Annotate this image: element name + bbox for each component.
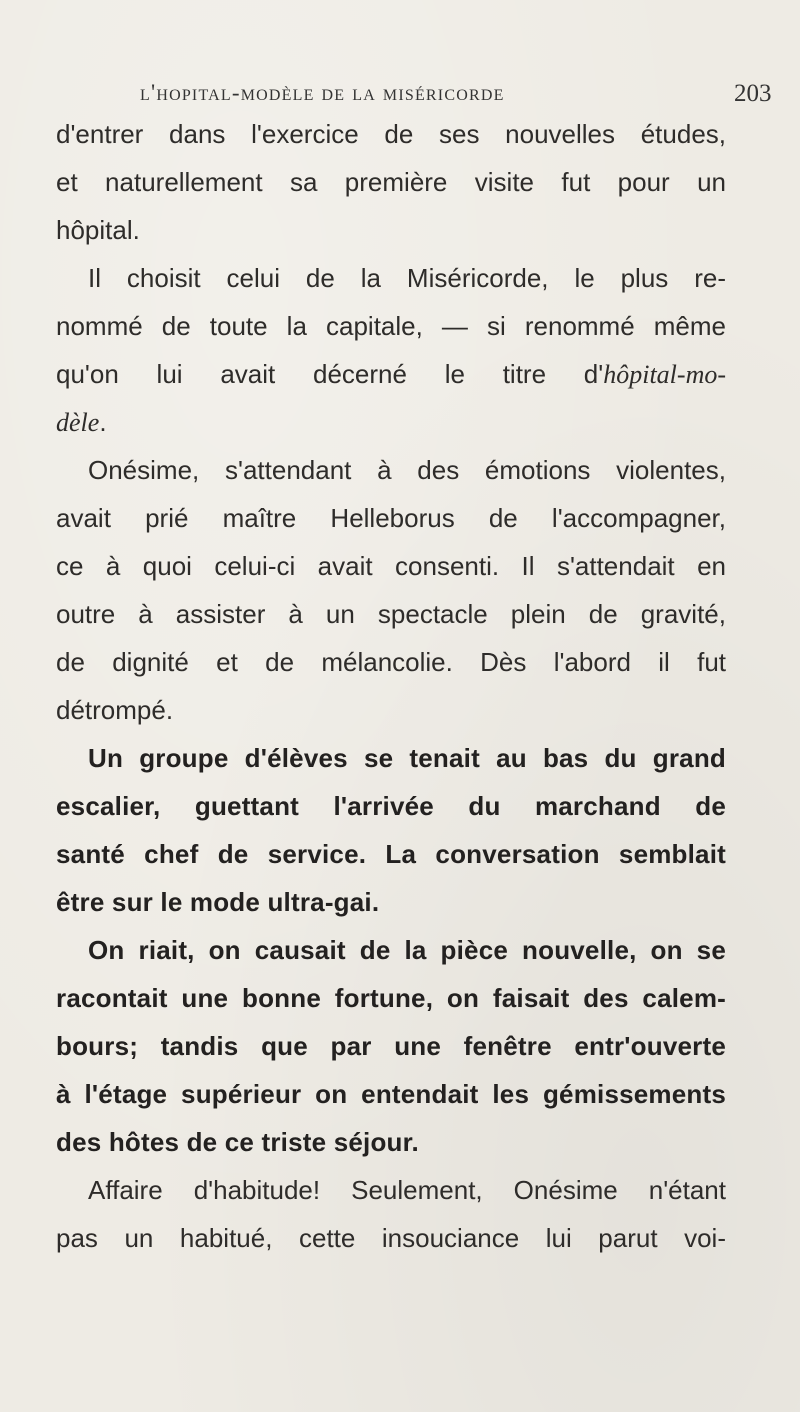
text-line: hôpital. xyxy=(56,215,140,245)
text-line: outre à assister à un spectacle plein de gravité, xyxy=(56,599,726,629)
text-line: avait prié maître Helleborus de l'accompagner, xyxy=(56,503,726,533)
text-line: de dignité et de mélancolie. Dès l'abord il fut xyxy=(56,647,726,677)
text-line: Affaire d'habitude! Seulement, Onésime n'étant xyxy=(88,1175,726,1205)
text-line: pas un habitué, cette insouciance lui parut voi- xyxy=(56,1223,726,1253)
text-line: racontait une bonne fortune, on faisait des calem- xyxy=(56,983,726,1013)
text-line: Il choisit celui de la Miséricorde, le plus re- xyxy=(88,263,726,293)
italic-title: hôpital-mo- xyxy=(603,360,726,389)
text-line: santé chef de service. La conversation semblait xyxy=(56,839,726,869)
text-line: Un groupe d'élèves se tenait au bas du grand xyxy=(88,743,726,773)
italic-title: dèle xyxy=(56,408,100,437)
text-span: qu'on lui avait décerné le titre d' xyxy=(56,359,604,389)
text-line: et naturellement sa première visite fut pour un xyxy=(56,167,726,197)
page-number: 203 xyxy=(734,80,772,107)
text-line: escalier, guettant l'arrivée du marchand de xyxy=(56,791,726,821)
text-line: détrompé. xyxy=(56,695,174,725)
text-line: Onésime, s'attendant à des émotions violentes, xyxy=(88,455,726,485)
text-line: ce à quoi celui-ci avait consenti. Il s'attendait en xyxy=(56,551,726,581)
running-title: l'hopital-modèle de la miséricorde xyxy=(140,80,505,105)
text-line xyxy=(56,398,726,446)
text-span: . xyxy=(99,407,107,437)
text-line: être sur le mode ultra-gai. xyxy=(56,887,380,917)
text-line: bours; tandis que par une fenêtre entr'ouverte xyxy=(56,1031,726,1061)
text-line: On riait, on causait de la pièce nouvelle, on se xyxy=(88,935,726,965)
text-line: d'entrer dans l'exercice de ses nouvelles études, xyxy=(56,119,726,149)
text-line: des hôtes de ce triste séjour. xyxy=(56,1127,419,1157)
text-line xyxy=(56,350,726,398)
text-line: nommé de toute la capitale, — si renommé même xyxy=(56,311,726,341)
body-text xyxy=(56,110,726,1262)
text-line: à l'étage supérieur on entendait les gémissements xyxy=(56,1079,726,1109)
